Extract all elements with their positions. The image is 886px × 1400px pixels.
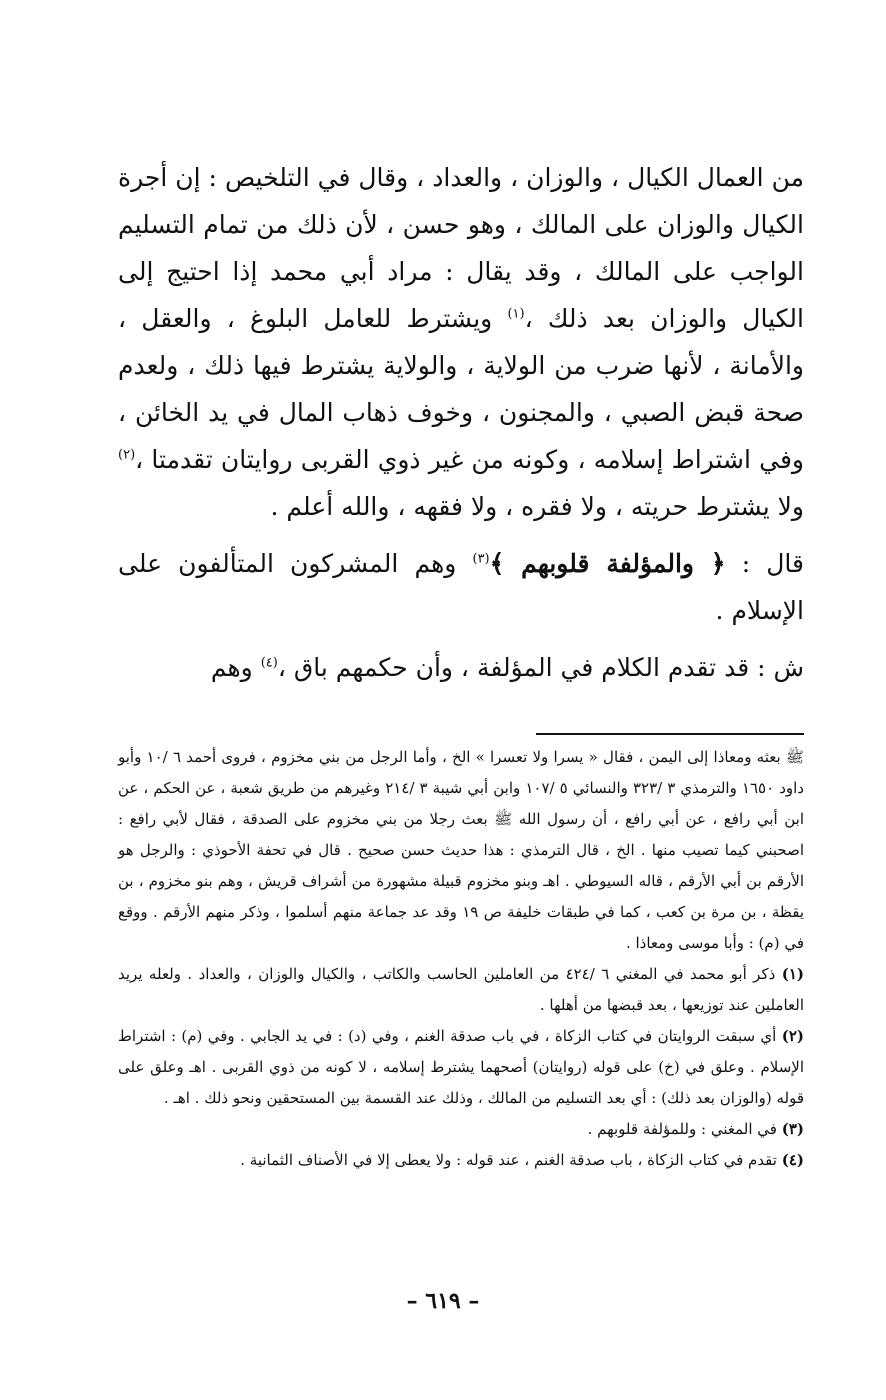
footnote-4-number: (٤) [781, 1151, 804, 1169]
footnote-1 [118, 959, 804, 1021]
footnote-separator [536, 733, 804, 735]
main-paragraph-1-text-a: من العمال الكيال ، والوزان ، والعداد ، وقال في التلخيص : إن أجرة الكيال والوزان على المالك ، وهو حسن ، لأن ذلك من تمام التسليم الواجب على المالك ، وقد يقال : مراد أبي محمد إذا احتيج إلى الكيال والوزان بعد ذلك ، [118, 163, 804, 333]
footnote-3 [118, 1114, 804, 1145]
footnote-continuation: ﷺ بعثه ومعاذا إلى اليمن ، فقال « يسرا ولا تعسرا » الخ ، وأما الرجل من بني مخزوم ، فروى أحمد ٦ /١٠ وأبو داود ١٦٥٠ والترمذي ٣ /٣٢٣ والنسائي ٥ /١٠٧ وابن أبي شيبة ٣ /٢١٤ وغيرهم من طريق شعبة ، عن الحكم ، عن ابن أبي رافع ، عن أبي رافع ، أن رسول الله ﷺ بعث رجلا من بني مخزوم على الصدقة ، فقال لأبي رافع : اصحبني كيما تصيب منها . الخ ، قال الترمذي : هذا حديث حسن صحيح . قال في تحفة الأحوذي : والرجل هو الأرقم بن أبي الأرقم ، قاله السيوطي . اهـ وبنو مخزوم قبيلة مشهورة من أشراف قريش ، وهم بنو مخزوم ، بن يقظة ، بن مرة بن كعب ، كما في طبقات خليفة ص ١٩ وقد عد جماعة منهم أسلموا ، وذكر منهم الأرقم . ووقع في (م) : وأبا موسى ومعاذا . [118, 748, 804, 952]
main-paragraph-3-rest: وهم [210, 653, 261, 682]
footnote-2-text: أي سبقت الروايتان في كتاب الزكاة ، في باب صدقة الغنم ، وفي (د) : في يد الجابي . وفي (م) : اشتراط الإسلام . وعلق في (خ) على قوله (روايتان) أصحهما يشترط إسلامه ، لا كونه من ذوي القربى . اهـ وعلق على قوله (والوزان بعد ذلك) : أي بعد التسليم من المالك ، وذلك عند القسمة بين المستحقين ونحو ذلك . اهـ . [118, 1027, 804, 1107]
main-paragraph-2 [118, 540, 804, 634]
footnote-ref-3: (٣) [472, 551, 490, 567]
footnote-ref-1: (١) [507, 306, 525, 322]
main-paragraph-1-text-c: ولا يشترط حريته ، ولا فقره ، ولا فقهه ، والله أعلم . [270, 492, 804, 521]
main-paragraph-2-rest: وهم المشركون المتألفون على الإسلام . [118, 549, 804, 625]
main-paragraph-2-prefix: قال : [725, 549, 804, 578]
footnote-4-text: تقدم في كتاب الزكاة ، باب صدقة الغنم ، عند قوله : ولا يعطى إلا في الأصناف الثمانية . [240, 1151, 782, 1169]
footnote-3-number: (٣) [781, 1120, 804, 1138]
main-paragraph-1-text-b: ويشترط للعامل البلوغ ، والعقل ، والأمانة ، لأنها ضرب من الولاية ، والولاية يشترط فيها ذلك ، ولعدم صحة قبض الصبي ، والمجنون ، وخوف ذهاب المال في يد الخائن ، وفي اشتراط إسلامه ، وكونه من غير ذوي القربى روايتان تقدمتا ، [118, 304, 804, 474]
footnote-2 [118, 1021, 804, 1114]
quran-open-bracket: ﴿ [710, 549, 726, 578]
main-paragraph-3 [118, 644, 804, 691]
footnotes [118, 742, 804, 1176]
footnote-1-text: ذكر أبو محمد في المغني ٦ /٤٢٤ من العاملين الحاسب والكاتب ، والكيال والوزان ، والعداد . ولعله يريد العاملين عند توزيعها ، بعد قبضها من أهلها . [118, 965, 804, 1014]
footnote-3-text: في المغني : وللمؤلفة قلوبهم . [587, 1120, 782, 1138]
main-paragraph-3-text: ش : قد تقدم الكلام في المؤلفة ، وأن حكمهم باق ، [277, 653, 804, 682]
main-text [118, 154, 804, 691]
footnote-ref-4: (٤) [260, 655, 278, 671]
footnote-2-number: (٢) [781, 1027, 804, 1045]
main-paragraph-1 [118, 154, 804, 530]
page-number: – ٦١٩ – [406, 1288, 480, 1314]
footnote-1-number: (١) [781, 965, 804, 983]
quran-close-bracket: ﴾ [489, 549, 505, 578]
footnote-4 [118, 1145, 804, 1176]
footnote-ref-2: (٢) [118, 447, 136, 463]
quran-quote: والمؤلفة قلوبهم [504, 549, 711, 578]
